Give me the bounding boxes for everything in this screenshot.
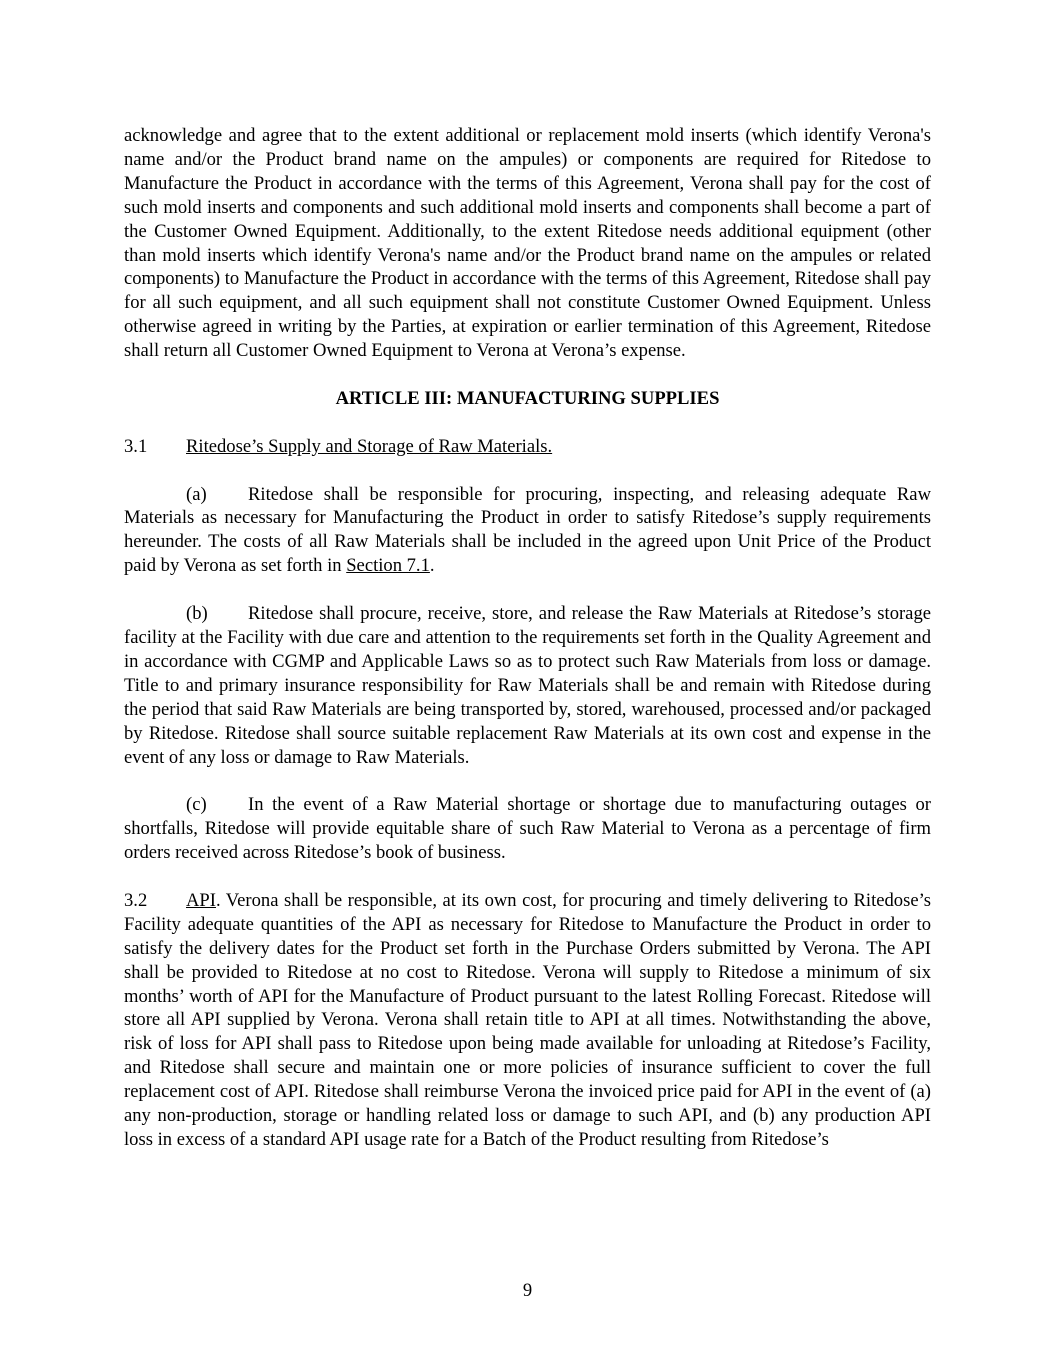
section-7-1-link[interactable]: Section 7.1 <box>346 555 430 577</box>
clause-label: (a) <box>186 483 207 505</box>
section-title: Ritedose’s Supply and Storage of Raw Materials. <box>186 435 553 457</box>
section-3-1-heading <box>124 435 931 459</box>
clause-label: (c) <box>186 794 207 816</box>
document-page <box>124 124 931 1152</box>
clause-3-1-b <box>124 602 931 769</box>
section-number: 3.1 <box>124 435 148 457</box>
intro-paragraph: acknowledge and agree that to the extent additional or replacement mold inserts (which identify Verona's name and/or the Product brand name on the ampules) or components are required for Ritedose to Manufacture the Product in accordance with the terms of this Agreement, Verona shall pay for the cost of such mold inserts and components and such additional mold inserts and components shall become a part of the Customer Owned Equipment. Additionally, to the extent Ritedose needs additional equipment (other than mold inserts which identify Verona's name and/or the Product brand name on the ampules or related components) to Manufacture the Product in accordance with the terms of this Agreement, Ritedose shall pay for all such equipment, and all such equipment shall not constitute Customer Owned Equipment. Unless otherwise agreed in writing by the Parties, at expiration or earlier termination of this Agreement, Ritedose shall return all Customer Owned Equipment to Verona at Verona’s expense. <box>124 125 931 362</box>
clause-text: Ritedose shall procure, receive, store, and release the Raw Materials at Ritedose’s storage facility at the Facility with due care and attention to the requirements set forth in the Quality Agreement and in accordance with CGMP and Applicable Laws so as to protect such Raw Materials from loss or damage. Title to and primary insurance responsibility for Raw Materials shall be and remain with Ritedose during the period that said Raw Materials are being transported by, stored, warehoused, processed and/or packaged by Ritedose. Ritedose shall source suitable replacement Raw Materials at its own cost and expense in the event of any loss or damage to Raw Materials. <box>124 603 931 768</box>
clause-text-end: . <box>429 555 435 577</box>
section-title: API <box>186 889 216 911</box>
clause-text: Ritedose shall be responsible for procuring, inspecting, and releasing adequate Raw Materials as necessary for Manufacturing the Product in order to satisfy Ritedose’s supply requirements hereunder. The costs of all Raw Materials shall be included in the agreed upon Unit Price of the Product paid by Verona as set forth in <box>124 483 931 577</box>
clause-label: (b) <box>186 603 208 625</box>
section-number: 3.2 <box>124 889 148 911</box>
section-text: . Verona shall be responsible, at its own cost, for procuring and timely delivering to Ritedose’s Facility adequate quantities of the API as necessary for Ritedose to Manufacture the Product in order to satisfy the delivery dates for the Product set forth in the Purchase Orders submitted by Verona. The API shall be provided to Ritedose at no cost to Ritedose. Verona will supply to Ritedose a minimum of six months’ worth of API for the Manufacture of Product pursuant to the latest Rolling Forecast. Ritedose will store all API supplied by Verona. Verona shall retain title to API at all times. Notwithstanding the above, risk of loss for API shall pass to Ritedose upon being made available for unloading at Ritedose’s Facility, and Ritedose shall secure and maintain one or more policies of insurance sufficient to cover the full replacement cost of API. Ritedose shall reimburse Verona the invoiced price paid for API in the event of (a) any non-production, storage or handling related loss or damage to such API, and (b) any production API loss in excess of a standard API usage rate for a Batch of the Product resulting from Ritedose’s <box>124 889 931 1150</box>
clause-text: In the event of a Raw Material shortage or shortage due to manufacturing outages or shortfalls, Ritedose will provide equitable share of such Raw Material to Verona as a percentage of firm orders received across Ritedose’s book of business. <box>124 794 931 864</box>
clause-3-1-c <box>124 793 931 865</box>
article-heading: ARTICLE III: MANUFACTURING SUPPLIES <box>335 387 720 409</box>
page-number: 9 <box>522 1280 533 1301</box>
section-3-2 <box>124 889 931 1152</box>
clause-3-1-a <box>124 483 931 579</box>
